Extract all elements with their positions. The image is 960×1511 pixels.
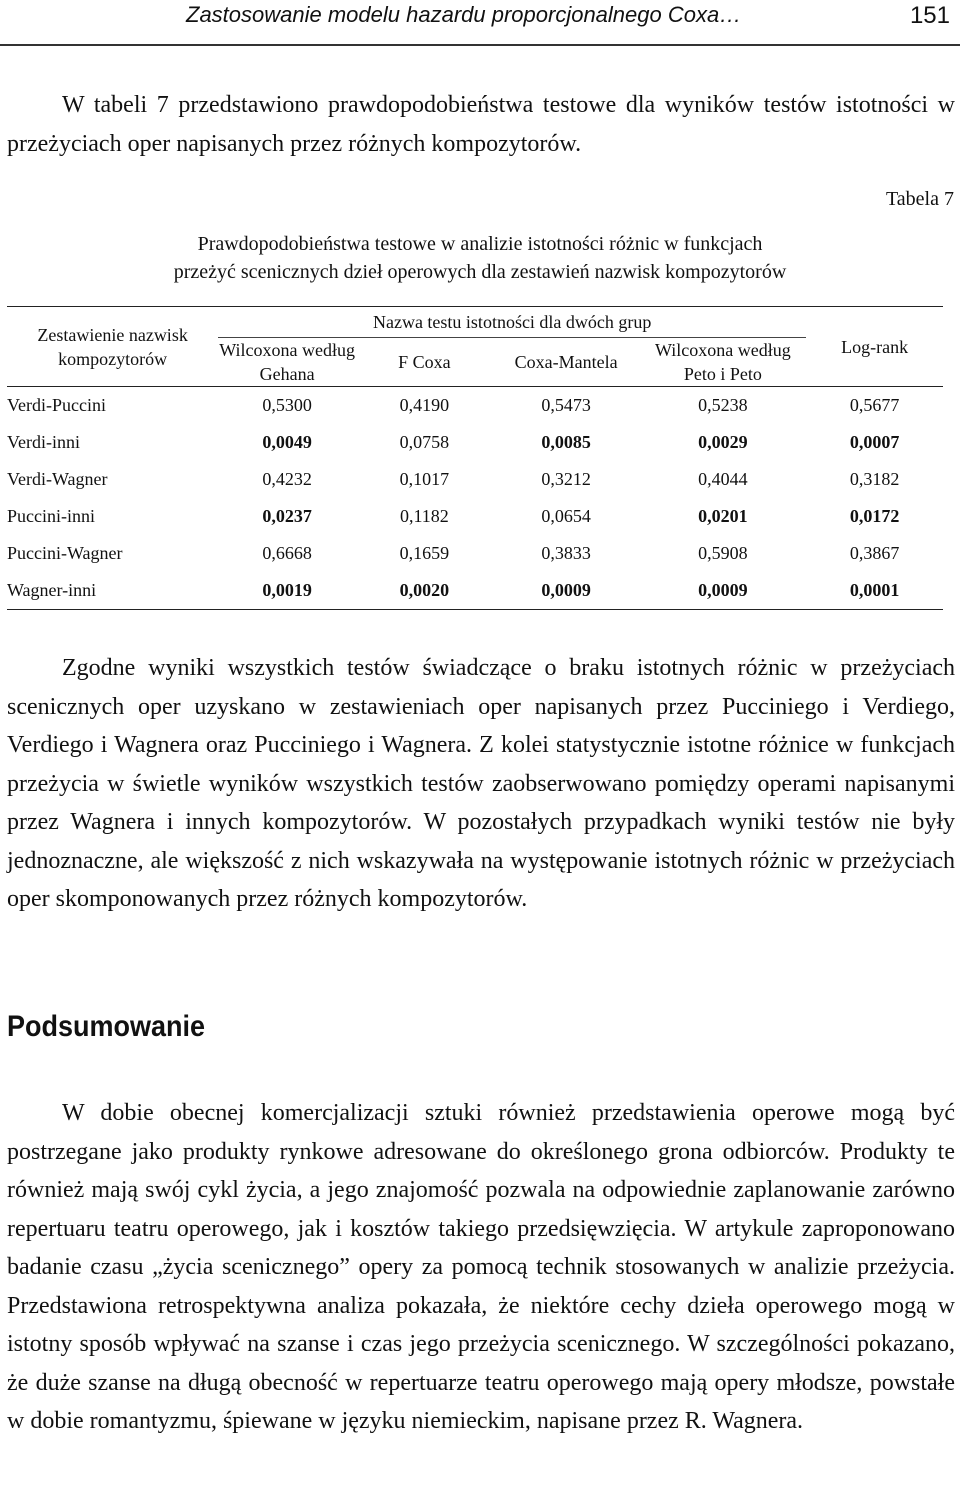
p-value-cell: 0,0019 (218, 572, 356, 610)
section-heading: Podsumowanie (7, 1010, 206, 1043)
p-value-cell: 0,0009 (639, 572, 806, 610)
p-value-cell: 0,3182 (849, 469, 900, 489)
page-number: 151 (909, 2, 950, 29)
row-composer-pair: Verdi-inni (7, 432, 80, 452)
table-caption-line-1: Prawdopodobieństwa testowe w analizie istotności różnic w funkcjach (197, 233, 763, 255)
p-value-cell: 0,4190 (399, 395, 450, 415)
p-value-cell: 0,3212 (541, 469, 591, 489)
header-composer-pair: Zestawienie nazwisk kompozytorów (7, 307, 218, 387)
p-value-cell: 0,5300 (262, 395, 312, 415)
table-label: Tabela 7 (885, 188, 954, 210)
header-cox-mantel: Coxa-Mantela (493, 338, 640, 387)
p-value-cell: 0,5238 (698, 395, 748, 415)
p-value-cell: 0,0172 (849, 506, 900, 526)
row-composer-pair: Verdi-Puccini (7, 395, 106, 415)
table-row (7, 498, 943, 535)
p-value-cell: 0,0001 (806, 572, 943, 610)
running-header (0, 0, 960, 46)
header-test-group: Nazwa testu istotności dla dwóch grup (218, 307, 806, 338)
row-composer-pair: Wagner-inni (7, 572, 218, 610)
header-f-cox: F Coxa (356, 338, 493, 387)
table-row (7, 572, 943, 610)
p-value-cell: 0,0007 (849, 432, 900, 452)
p-value-cell: 0,0020 (356, 572, 493, 610)
p-value-cell: 0,0049 (262, 432, 312, 452)
p-value-cell: 0,0654 (541, 506, 591, 526)
p-value-cell: 0,1017 (399, 469, 450, 489)
p-value-cell: 0,0758 (399, 432, 450, 452)
discussion-paragraph: Zgodne wyniki wszystkich testów świadczące o braku istotnych różnic w przeżyciach scenicznych oper uzyskano w zestawieniach oper napisanych przez Pucciniego i Verdiego, Verdiego i Wagnera oraz Pucciniego i Wagnera. Z kolei statystycznie istotne różnice w funkcjach przeżycia w świetle wyników wszystkich testów zaobserwowano pomiędzy operami napisanymi przez Wagnera i innych kompozytorów. W pozostałych przypadkach wyniki testów nie były jednoznaczne, ale większość z nich wskazywała na występowanie istotnych różnic w przeżyciach oper skomponowanych przez różnych kompozytorów. (7, 655, 955, 912)
header-wilcoxon-peto: Wilcoxona według Peto i Peto (639, 338, 806, 387)
row-composer-pair: Puccini-inni (7, 506, 95, 526)
header-wilcoxon-gehan: Wilcoxona według Gehana (218, 338, 356, 387)
p-value-cell: 0,0237 (262, 506, 312, 526)
p-value-cell: 0,0009 (493, 572, 640, 610)
table-row (7, 424, 943, 461)
intro-paragraph: W tabeli 7 przedstawiono prawdopodobieństwa testowe dla wyników testów istotności w przeżyciach oper napisanych przez różnych kompozytorów. (7, 92, 955, 157)
table-body (7, 387, 943, 610)
table-caption (0, 230, 960, 286)
p-value-cell: 0,3867 (849, 543, 900, 563)
summary-paragraph: W dobie obecnej komercjalizacji sztuki również przedstawienia operowe mogą być postrzegane jako produkty rynkowe adresowane do określonego grona odbiorców. Produkty te również mają swój cykl życia, a jego znajomość pozwala na odpowiednie zaplanowanie zarówno repertuaru teatru operowego, jak i kosztów takiego przedsięwzięcia. W artykule zaproponowano badanie czasu „życia scenicznego” opery za pomocą technik stosowanych w analizie przeżycia. Przedstawiona retrospektywna analiza pokazała, że niektóre cechy dzieła operowego mogą w istotny sposób wpływać na szanse i czas jego przeżycia scenicznego. W szczególności pokazano, że duże szanse na długą obecność w repertuarze teatru operowego mają opery młodsze, powstałe w dobie romantyzmu, śpiewane w języku niemieckim, napisane przez R. Wagnera. (7, 1100, 955, 1434)
p-value-cell: 0,5473 (541, 395, 591, 415)
p-value-cell: 0,0085 (541, 432, 591, 452)
p-value-cell: 0,4232 (262, 469, 312, 489)
p-value-cell: 0,1182 (399, 506, 449, 526)
row-composer-pair: Puccini-Wagner (7, 543, 123, 563)
p-value-cell: 0,6668 (262, 543, 312, 563)
p-value-cell: 0,3833 (541, 543, 591, 563)
table-row (7, 387, 943, 425)
table-caption-line-2: przeżyć scenicznych dzieł operowych dla zestawień nazwisk kompozytorów (173, 261, 787, 283)
p-value-cell: 0,4044 (698, 469, 748, 489)
p-value-cell: 0,0029 (698, 432, 748, 452)
table-row (7, 461, 943, 498)
table-header-row (7, 307, 943, 338)
p-value-cell: 0,0201 (698, 506, 748, 526)
p-value-cell: 0,1659 (399, 543, 450, 563)
running-title: Zastosowanie modelu hazardu proporcjonalnego Coxa… (186, 2, 742, 27)
row-composer-pair: Verdi-Wagner (7, 469, 108, 489)
header-logrank: Log-rank (806, 307, 943, 387)
table-row (7, 535, 943, 572)
p-value-cell: 0,5677 (849, 395, 900, 415)
results-table (7, 306, 943, 610)
p-value-cell: 0,5908 (698, 543, 748, 563)
